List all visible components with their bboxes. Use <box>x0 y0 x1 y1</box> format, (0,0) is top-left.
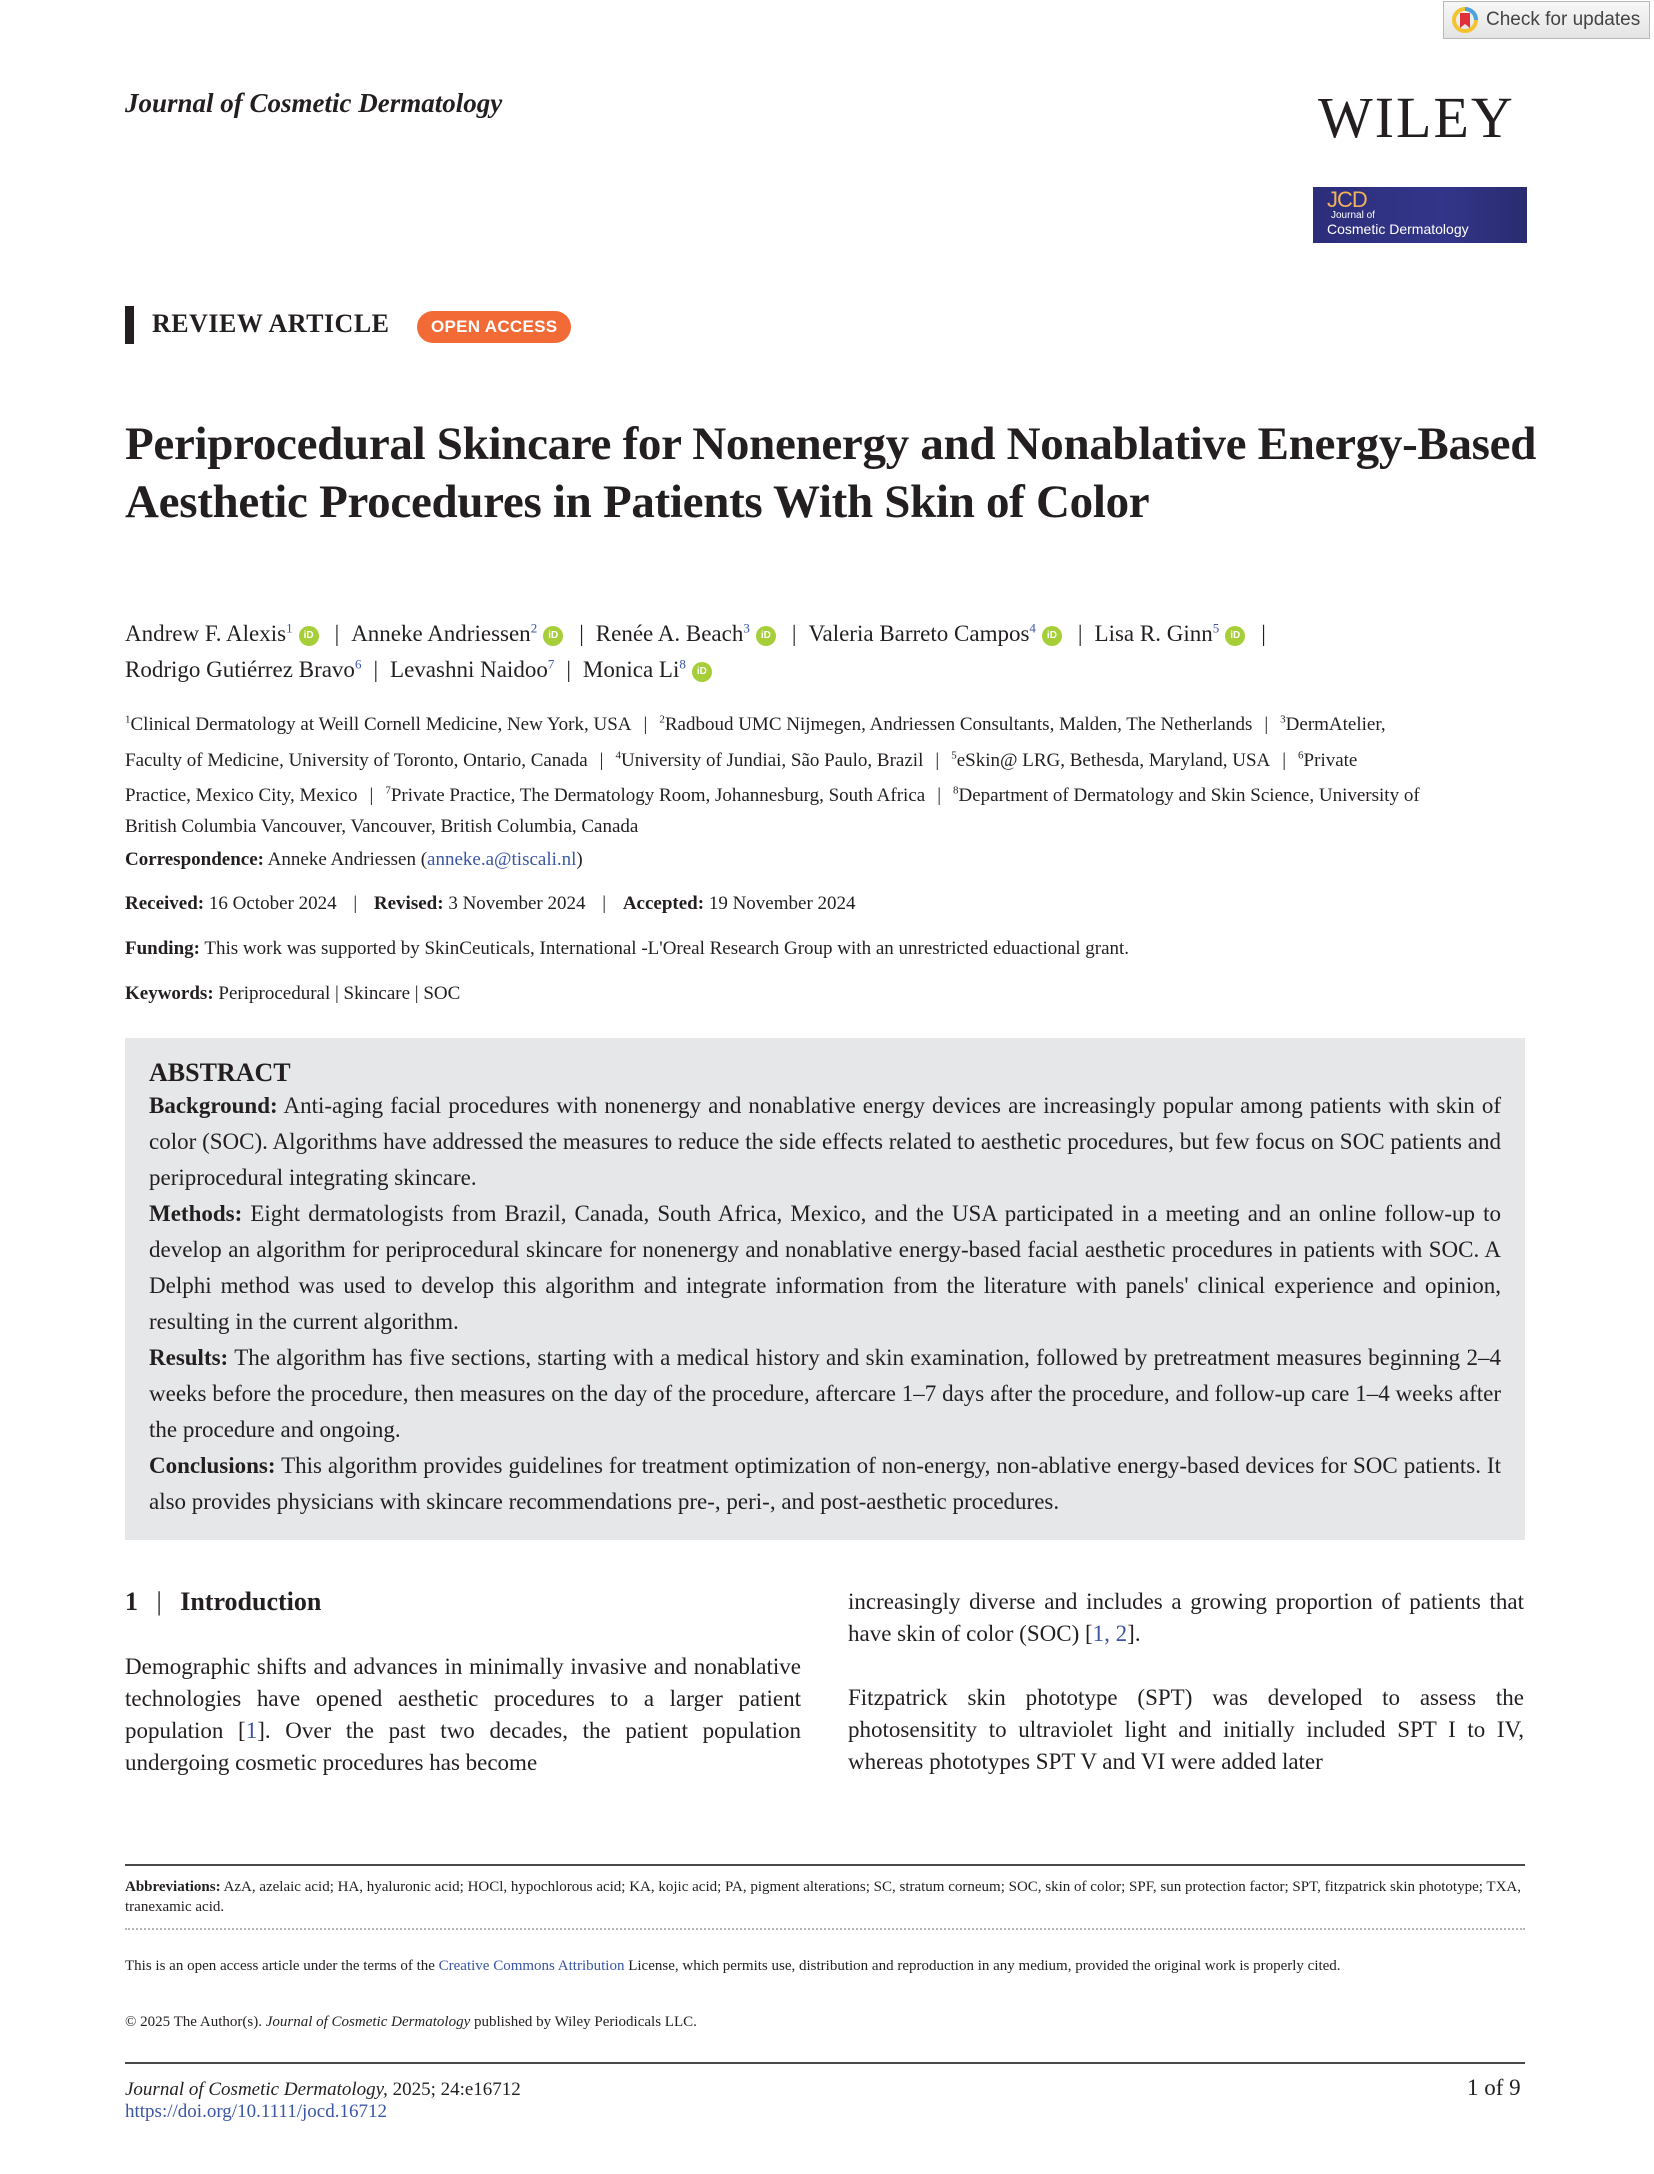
abstract-heading: ABSTRACT <box>149 1058 291 1087</box>
creative-commons-link[interactable]: Creative Commons Attribution <box>438 1958 625 1974</box>
separator: | <box>373 657 379 683</box>
orcid-icon[interactable]: iD <box>543 626 563 646</box>
author <box>808 621 1065 646</box>
author-name: Valeria Barreto Campos <box>808 620 1030 646</box>
orcid-icon[interactable]: iD <box>692 662 712 682</box>
separator: | <box>353 893 358 914</box>
revised-label: Revised: <box>373 893 444 914</box>
separator: | <box>602 893 607 914</box>
separator: | <box>566 657 571 683</box>
affiliation-number: 8 <box>953 784 959 797</box>
author <box>596 621 780 646</box>
affiliation-marker[interactable]: 3 <box>743 620 750 635</box>
body-text: ]. Over the past two decades, the patient population undergoing cosmetic procedures has become <box>125 1718 801 1775</box>
footer-volume: 2025; 24:e16712 <box>387 2079 521 2100</box>
affiliation-text: Private Practice, The Dermatology Room, Johannesburg, South Africa <box>390 784 926 806</box>
footer-rule <box>125 2062 1525 2064</box>
keywords <box>125 983 460 1005</box>
body-text: ]. <box>1127 1621 1141 1646</box>
affiliation-text: DermAtelier, Faculty of Medicine, University of Toronto, Ontario, Canada <box>125 714 1386 771</box>
abstract-text: Eight dermatologists from Brazil, Canada, South Africa, Mexico, and the USA participated in a meeting and an online follow-up to develop an algorithm for periprocedural skincare for nonenergy and nonablative energy-based facial aesthetic procedures in patients with SOC. A Delphi method was used to develop this algorithm and integrate information from the literature with panels' clinical experience and opinion, resulting in the current algorithm. <box>149 1201 1501 1334</box>
orcid-icon[interactable]: iD <box>1225 626 1245 646</box>
orcid-icon[interactable]: iD <box>299 626 319 646</box>
separator: | <box>599 749 604 771</box>
author-name: Levashni Naidoo <box>390 657 548 683</box>
separator: | <box>1264 714 1269 736</box>
license-text: This is an open access article under the terms of the <box>125 1958 439 1974</box>
abstract-background <box>149 1088 1501 1196</box>
affiliation-text: Department of Dermatology and Skin Science, University of British Columbia Vancouver, Vancouver, British Columbia, Canada <box>125 784 1420 837</box>
author <box>351 621 567 646</box>
accepted-date: 19 November 2024 <box>708 893 856 914</box>
copyright-text: © 2025 The Author(s). <box>125 2014 266 2030</box>
affiliation-text: Radboud UMC Nijmegen, Andriessen Consultants, Malden, The Netherlands <box>664 714 1253 736</box>
abstract-methods <box>149 1196 1501 1340</box>
copyright-journal: Journal of Cosmetic Dermatology <box>265 2014 471 2030</box>
journal-title: Journal of Cosmetic Dermatology <box>125 88 503 118</box>
separator: | <box>1282 749 1287 771</box>
separator: | <box>791 620 797 646</box>
author <box>125 621 323 646</box>
affiliation <box>951 750 1270 771</box>
article-type-bar <box>125 306 134 344</box>
abbreviations-text: AzA, azelaic acid; HA, hyaluronic acid; HOCl, hypochlorous acid; KA, kojic acid; PA, pigment alterations; SC, stratum corneum; SOC, skin of color; SPF, sun protection factor; SPT, fitzpatrick skin phototype; TXA, tranexamic acid. <box>125 1879 1521 1915</box>
affiliation-number: 2 <box>659 714 665 726</box>
intro-paragraph-right-1 <box>848 1586 1524 1650</box>
page-number: 1 of 9 <box>1467 2075 1521 2100</box>
abstract-label: Conclusions: <box>149 1453 276 1478</box>
affiliation-text: Private Practice, Mexico City, Mexico <box>125 749 1358 806</box>
affiliation-number: 3 <box>1280 714 1286 726</box>
publisher-logo: WILEY <box>1318 85 1515 150</box>
correspondence-label: Correspondence: <box>125 849 264 870</box>
journal-cover-logo <box>1313 187 1527 243</box>
citation-link[interactable]: 1, 2 <box>1092 1621 1128 1646</box>
separator: | <box>334 620 340 646</box>
citation-link[interactable]: 1 <box>245 1718 258 1743</box>
affiliation-marker[interactable]: 4 <box>1029 620 1036 635</box>
separator: | <box>935 749 940 771</box>
body-text: Demographic shifts and advances in minimally invasive and nonablative technologies have opened aesthetic procedures to a larger patient population [ <box>125 1654 801 1743</box>
article-type-label: REVIEW ARTICLE <box>152 309 390 338</box>
keywords-label: Keywords: <box>125 983 214 1004</box>
affiliation-number: 1 <box>125 714 131 726</box>
affiliation-marker[interactable]: 7 <box>547 656 555 672</box>
affiliation-number: 5 <box>951 749 957 762</box>
affiliation-marker[interactable]: 5 <box>1212 620 1220 635</box>
separator: | <box>643 714 648 736</box>
separator: | <box>937 784 941 806</box>
footer-citation <box>125 2079 521 2101</box>
author <box>390 657 554 682</box>
open-access-badge[interactable]: OPEN ACCESS <box>417 311 571 343</box>
affiliation-number: 4 <box>615 749 621 762</box>
affiliation-number: 7 <box>385 784 391 797</box>
correspondence-email-link[interactable]: anneke.a@tiscali.nl <box>427 849 577 870</box>
correspondence-name: Anneke Andriessen <box>267 849 416 870</box>
affiliation <box>615 750 923 771</box>
copyright-text: published by Wiley Periodicals LLC. <box>470 2014 697 2030</box>
separator: | <box>1261 620 1266 646</box>
orcid-icon[interactable]: iD <box>756 626 776 646</box>
revised-date: 3 November 2024 <box>448 893 586 914</box>
accepted-label: Accepted: <box>622 893 705 914</box>
section-heading-introduction <box>125 1586 801 1618</box>
abstract-label: Background: <box>149 1093 278 1118</box>
abstract-text: Anti-aging facial procedures with nonenergy and nonablative energy devices are increasingly popular among patients with skin of color (SOC). Algorithms have addressed the measures to reduce the side effects related to aesthetic procedures, but few focus on SOC patients and periprocedural integrating skincare. <box>149 1093 1501 1190</box>
dotted-divider <box>125 1928 1525 1930</box>
separator: | <box>369 784 374 806</box>
abstract-results <box>149 1340 1501 1448</box>
author-name: Renée A. Beach <box>595 620 744 646</box>
author-name: Monica Li <box>582 657 680 683</box>
abstract-conclusions <box>149 1448 1501 1520</box>
author-name: Anneke Andriessen <box>351 620 531 646</box>
intro-paragraph-left <box>125 1651 801 1779</box>
funding-text: This work was supported by SkinCeuticals, International -L'Oreal Research Group with an unrestricted eduactional grant. <box>204 938 1130 959</box>
affiliation-marker[interactable]: 1 <box>286 620 293 635</box>
footer-journal: Journal of Cosmetic Dermatology, <box>125 2079 388 2100</box>
separator: | <box>579 620 584 646</box>
jcd-line2: Cosmetic Dermatology <box>1327 221 1469 237</box>
affiliation-marker[interactable]: 6 <box>354 656 362 672</box>
affiliations <box>125 705 1425 842</box>
received-date: 16 October 2024 <box>208 893 337 914</box>
check-for-updates-label: Check for updates <box>1486 9 1641 30</box>
license-text: License, which permits use, distribution and reproduction in any medium, provided the original work is properly cited. <box>624 1958 1341 1974</box>
check-for-updates-button[interactable] <box>1443 1 1650 39</box>
affiliation-marker[interactable]: 2 <box>530 620 538 635</box>
separator: | <box>156 1587 162 1616</box>
affiliation-number: 6 <box>1298 749 1304 762</box>
section-title: Introduction <box>180 1587 322 1616</box>
abstract-text: The algorithm has five sections, starting with a medical history and skin examination, followed by pretreatment measures beginning 2–4 weeks before the procedure, then measures on the day of the procedure, aftercare 1–7 days after the procedure, and follow-up care 1–4 weeks after the procedure and ongoing. <box>149 1345 1501 1442</box>
affiliation-text: University of Jundiai, São Paulo, Brazil <box>620 749 924 771</box>
keywords-text: Periprocedural | Skincare | SOC <box>218 983 461 1004</box>
affiliation <box>125 714 632 735</box>
copyright <box>125 2012 697 2032</box>
author <box>125 657 361 682</box>
article-dates <box>125 893 856 915</box>
received-label: Received: <box>125 893 205 914</box>
bookmark-refresh-icon <box>1452 7 1478 33</box>
abbreviations <box>125 1877 1525 1917</box>
affiliation <box>659 714 1252 735</box>
separator: | <box>1077 620 1083 646</box>
abstract-label: Results: <box>149 1345 229 1370</box>
intro-paragraph-right-2: Fitzpatrick skin phototype (SPT) was developed to assess the photosensitity to ultraviolet light and initially included SPT I to IV, whereas phototypes SPT V and VI were added later <box>848 1685 1524 1774</box>
author-name: Lisa R. Ginn <box>1094 620 1213 646</box>
jcd-abbr: JCD <box>1327 187 1367 212</box>
author-name: Rodrigo Gutiérrez Bravo <box>125 657 355 683</box>
funding-label: Funding: <box>125 938 200 959</box>
body-text: increasingly diverse and includes a growing proportion of patients that have skin of color (SOC) [ <box>848 1589 1524 1646</box>
funding <box>125 938 1129 960</box>
abstract-text: This algorithm provides guidelines for treatment optimization of non-energy, non-ablative energy-based devices for SOC patients. It also provides physicians with skincare recommendations pre-, peri-, and post-aesthetic procedures. <box>149 1453 1501 1514</box>
section-number: 1 <box>125 1587 138 1616</box>
doi-link[interactable]: https://doi.org/10.1111/jocd.16712 <box>125 2101 387 2122</box>
article-title: Periprocedural Skincare for Nonenergy and Nonablative Energy-Based Aesthetic Procedures in Patients With Skin of Color <box>125 418 1537 528</box>
author <box>583 657 716 682</box>
license-statement <box>125 1952 1525 1981</box>
abstract-label: Methods: <box>149 1201 243 1226</box>
affiliation-text: Clinical Dermatology at Weill Cornell Medicine, New York, USA <box>130 714 632 736</box>
abbreviations-label: Abbreviations: <box>125 1879 221 1895</box>
orcid-icon[interactable]: iD <box>1042 626 1062 646</box>
affiliation-text: eSkin@ LRG, Bethesda, Maryland, USA <box>956 749 1271 771</box>
jcd-line1: Journal of <box>1331 210 1375 221</box>
abstract-box <box>125 1038 1525 1540</box>
correspondence: Correspondence: Anneke Andriessen (anneke.a@tiscali.nl) <box>125 849 583 870</box>
author <box>1095 621 1250 646</box>
author-list <box>125 612 1545 685</box>
author-name: Andrew F. Alexis <box>125 620 287 646</box>
affiliation-marker[interactable]: 8 <box>679 656 686 672</box>
footnote-rule <box>125 1864 1525 1866</box>
affiliation <box>385 785 925 806</box>
